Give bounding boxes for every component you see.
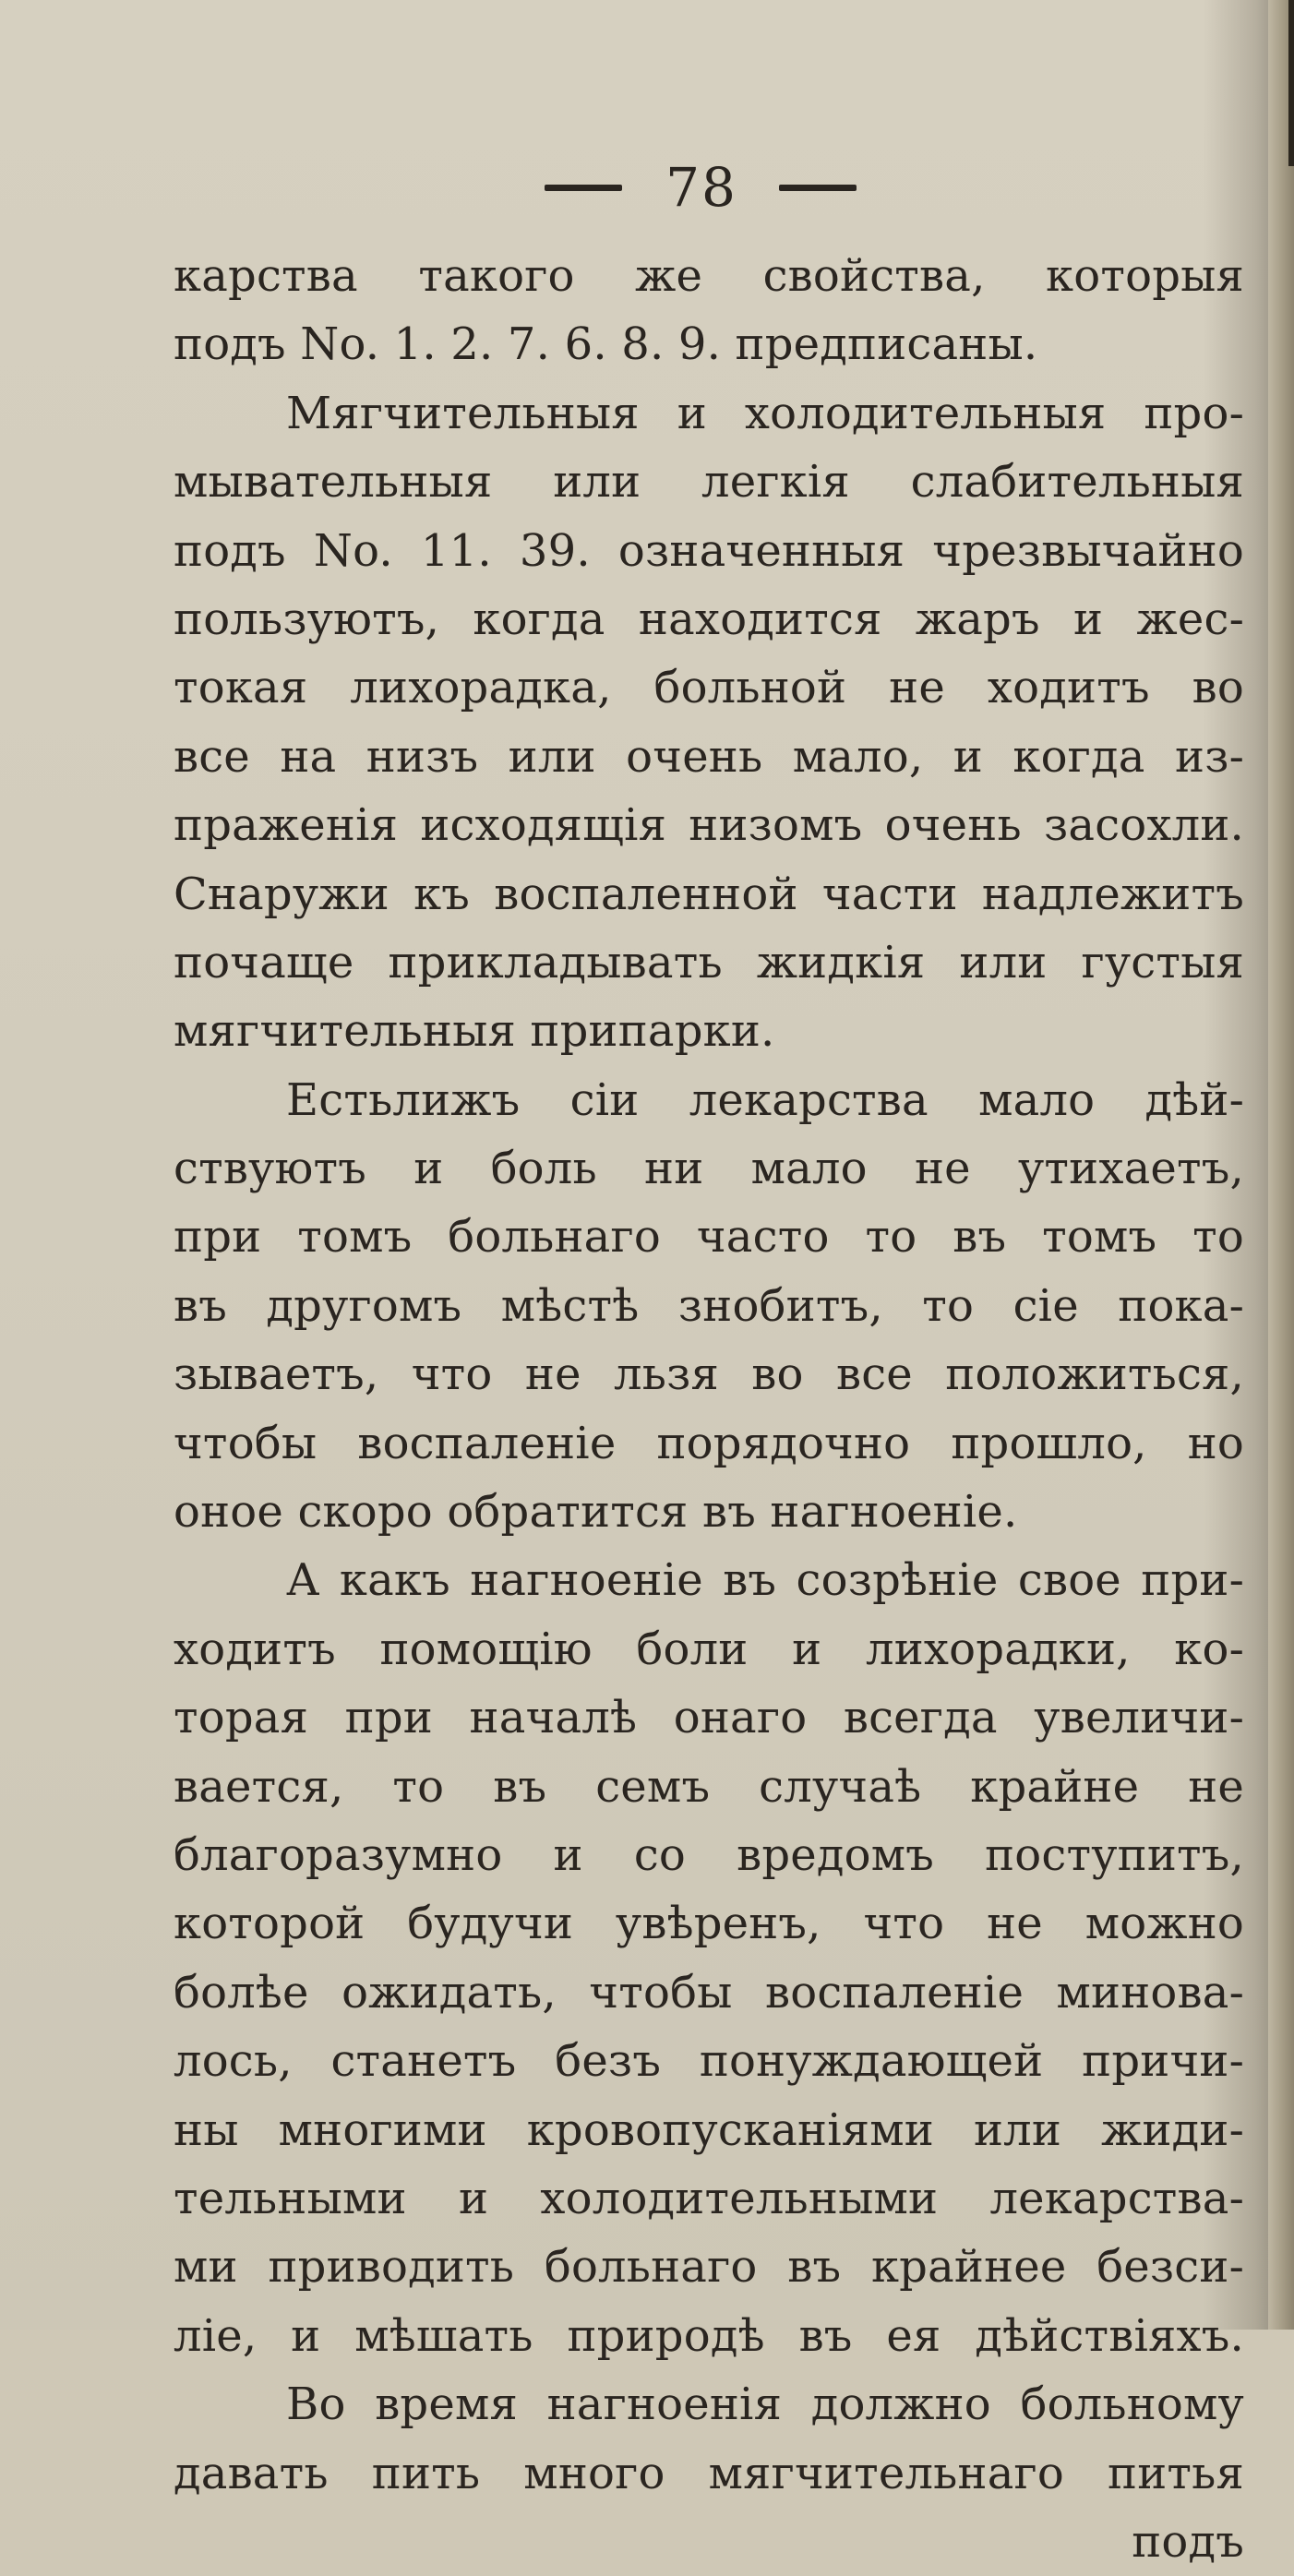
text-line: Во время нагноенія должно больному [286,2378,1244,2431]
header-dash-left [545,185,622,191]
text-line: давать пить много мягчительнаго питья [174,2447,1244,2499]
text-line: А какъ нагноеніе въ созрѣніе свое при- [286,1554,1244,1607]
text-line: мывательныя или легкія слабительныя [174,456,1244,509]
header-dash-right [779,185,857,191]
text-line: карства такого же свойства, которыя [174,250,1244,302]
text-line: благоразумно и со вредомъ поступитъ, [174,1828,1244,1881]
page-edge-shadow [1288,0,1294,166]
text-line: токая лихорадка, больной не ходитъ во [174,662,1244,714]
text-line: лось, станетъ безъ понуждающей причи- [174,2035,1244,2088]
page-edge [1268,0,1294,2330]
text-line: при томъ больнаго часто то въ томъ то [174,1211,1244,1264]
text-line: пользуютъ, когда находится жаръ и жес- [174,593,1244,645]
text-line: оное скоро обратится въ нагноеніе. [174,1486,1018,1539]
text-line: вается, то въ семъ случаѣ крайне не [174,1760,1244,1813]
text-line: почаще прикладывать жидкія или густыя [174,936,1244,988]
text-line: Естьлижъ сіи лекарства мало дѣй- [286,1073,1244,1126]
page-number: 78 [665,156,737,219]
text-line: подъ No. 11. 39. означенныя чрезвычайно [174,524,1244,577]
text-line: подъ No. 1. 2. 7. 6. 8. 9. предписаны. [174,318,1038,371]
text-line: торая при началѣ онаго всегда увеличи- [174,1692,1244,1744]
text-line: ходитъ помощію боли и лихорадки, ко- [174,1623,1244,1675]
text-line: ны многими кровопусканіями или жиди- [174,2103,1244,2156]
text-line: чтобы воспаленіе порядочно прошло, но [174,1417,1244,1469]
text-line: мягчительныя припарки. [174,1005,775,1058]
text-line: ліе, и мѣшать природѣ въ ея дѣйствіяхъ. [174,2309,1244,2362]
text-line: ми приводить больнаго въ крайнее безси- [174,2241,1244,2294]
text-line: тельными и холодительными лекарства- [174,2172,1244,2224]
text-line: все на низъ или очень мало, и когда из- [174,730,1244,783]
text-line: зываетъ, что не льзя во все положиться, [174,1348,1244,1401]
text-line: праженія исходящія низомъ очень засохли. [174,799,1244,852]
text-line: Мягчительныя и холодительныя про- [286,387,1244,439]
catchword: подъ [1132,2515,1244,2568]
text-line: въ другомъ мѣстѣ знобитъ, то сіе пока- [174,1279,1244,1332]
text-line: болѣе ожидать, чтобы воспаленіе минова- [174,1966,1244,2019]
text-line: ствуютъ и боль ни мало не утихаетъ, [174,1143,1244,1195]
text-line: Снаружи къ воспаленной части надлежитъ [174,868,1244,920]
body-text [174,242,1244,2576]
page-header [0,155,1294,229]
text-line: которой будучи увѣренъ, что не можно [174,1898,1244,1950]
